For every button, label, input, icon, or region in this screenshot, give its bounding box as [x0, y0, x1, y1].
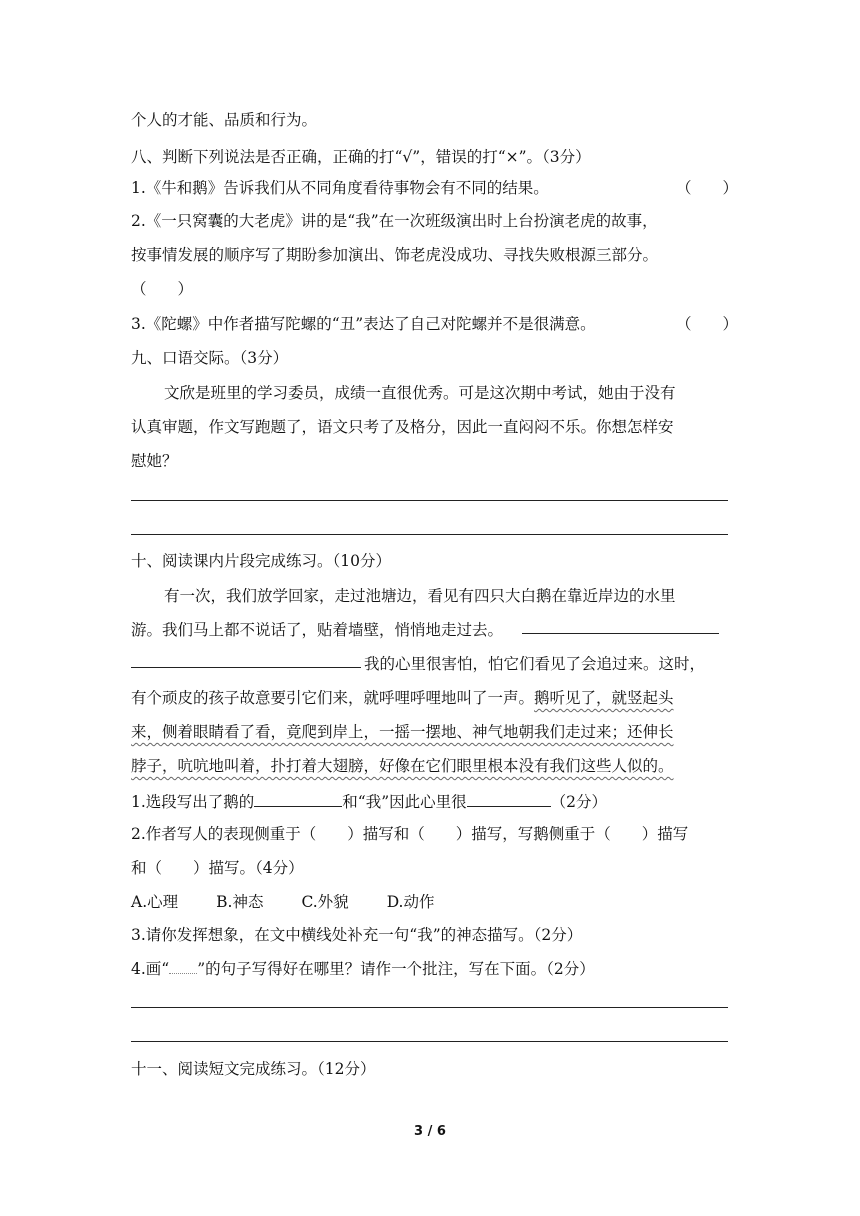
section10-q4-text-a: 4.画“: [131, 960, 170, 978]
section10-q1-blank-2[interactable]: [467, 788, 551, 807]
section8-question-1: 1.《牛和鹅》告诉我们从不同角度看待事物会有不同的结果。: [131, 179, 549, 197]
section9-paragraph-line3: 慰她？: [131, 452, 178, 470]
section10-heading: 十、阅读课内片段完成练习。（10分）: [131, 552, 391, 570]
section8-question-2-line1: 2.《一只窝囊的大老虎》讲的是“我”在一次班级演出时上台扮演老虎的故事，: [131, 212, 658, 230]
section10-passage-line3: 我的心里很害怕，怕它们看见了会追过来。这时，: [364, 655, 706, 673]
section10-fill-blank-line-a[interactable]: [522, 633, 719, 634]
section10-q1-text-a: 1.选段写出了鹅的: [131, 793, 255, 811]
section10-passage-line6: 脖子，吭吭地叫着，扑打着大翅膀，好像在它们眼里根本没有我们这些人似的。: [131, 757, 674, 775]
section10-passage-line4-plain: 有个顽皮的孩子故意要引它们来，就呼哩呼哩地叫了一声。: [131, 689, 535, 707]
section9-paragraph-line2: 认真审题，作文写跑题了，语文只考了及格分，因此一直闷闷不乐。你想怎样安: [131, 418, 674, 436]
section10-fill-blank-line-b[interactable]: [131, 667, 361, 668]
section10-q4-text-b: ”的句子写得好在哪里？请作一个批注，写在下面。（2分）: [197, 960, 595, 978]
dotted-underline-sample: [169, 959, 197, 974]
section10-options: [131, 890, 435, 914]
section8-q1-answer-paren[interactable]: （ ）: [676, 179, 739, 197]
section10-question-1: [131, 788, 607, 814]
page-number: 3 / 6: [414, 1124, 446, 1139]
section10-passage-line4-underlined: 鹅听见了，就竖起头: [534, 689, 674, 707]
section8-q3-answer-paren[interactable]: （ ）: [676, 315, 739, 333]
option-c: C.外貌: [301, 893, 349, 911]
section9-heading: 九、口语交际。（3分）: [131, 349, 289, 367]
section10-q1-text-b: 和“我”因此心里很: [342, 793, 467, 811]
section10-passage-line1: 有一次，我们放学回家，走过池塘边，看见有四只大白鹅在靠近岸边的水里: [164, 587, 676, 605]
section8-question-2-line2: 按事情发展的顺序写了期盼参加演出、饰老虎没成功、寻找失败根源三部分。: [131, 246, 659, 264]
section10-answer-line-2[interactable]: [131, 1041, 728, 1042]
section10-answer-line-1[interactable]: [131, 1007, 728, 1008]
section11-heading: 十一、阅读短文完成练习。（12分）: [131, 1060, 376, 1078]
section10-passage-line5: 来，侧着眼睛看了看，竟爬到岸上，一摇一摆地、神气地朝我们走过来；还伸长: [131, 723, 674, 741]
section10-question-3: 3.请你发挥想象，在文中横线处补充一句“我”的神态描写。（2分）: [131, 926, 583, 944]
continuation-text: 个人的才能、品质和行为。: [131, 111, 318, 129]
option-b: B.神态: [216, 893, 264, 911]
section10-question-4: [131, 957, 595, 981]
option-d: D.动作: [386, 893, 435, 911]
section9-answer-line-1[interactable]: [131, 500, 728, 501]
section8-heading: 八、判断下列说法是否正确，正确的打“√”，错误的打“×”。（3分）: [131, 148, 591, 166]
section10-q1-score: （2分）: [550, 793, 608, 811]
section8-q2-answer-paren[interactable]: （ ）: [131, 280, 194, 298]
section10-question-2-line1: 2.作者写人的表现侧重于（ ）描写和（ ）描写，写鹅侧重于（ ）描写: [131, 825, 689, 843]
section10-passage-line2: 游。我们马上都不说话了，贴着墙壁，悄悄地走过去。: [131, 621, 504, 639]
option-a: A.心理: [131, 893, 179, 911]
section10-passage-line4: [131, 686, 674, 710]
section10-question-2-line2: 和（ ）描写。（4分）: [131, 859, 304, 877]
section9-paragraph-line1: 文欣是班里的学习委员，成绩一直很优秀。可是这次期中考试，她由于没有: [164, 384, 676, 402]
section8-question-3: 3.《陀螺》中作者描写陀螺的“丑”表达了自己对陀螺并不是很满意。: [131, 315, 596, 333]
section10-q1-blank-1[interactable]: [254, 788, 342, 807]
section9-answer-line-2[interactable]: [131, 534, 728, 535]
